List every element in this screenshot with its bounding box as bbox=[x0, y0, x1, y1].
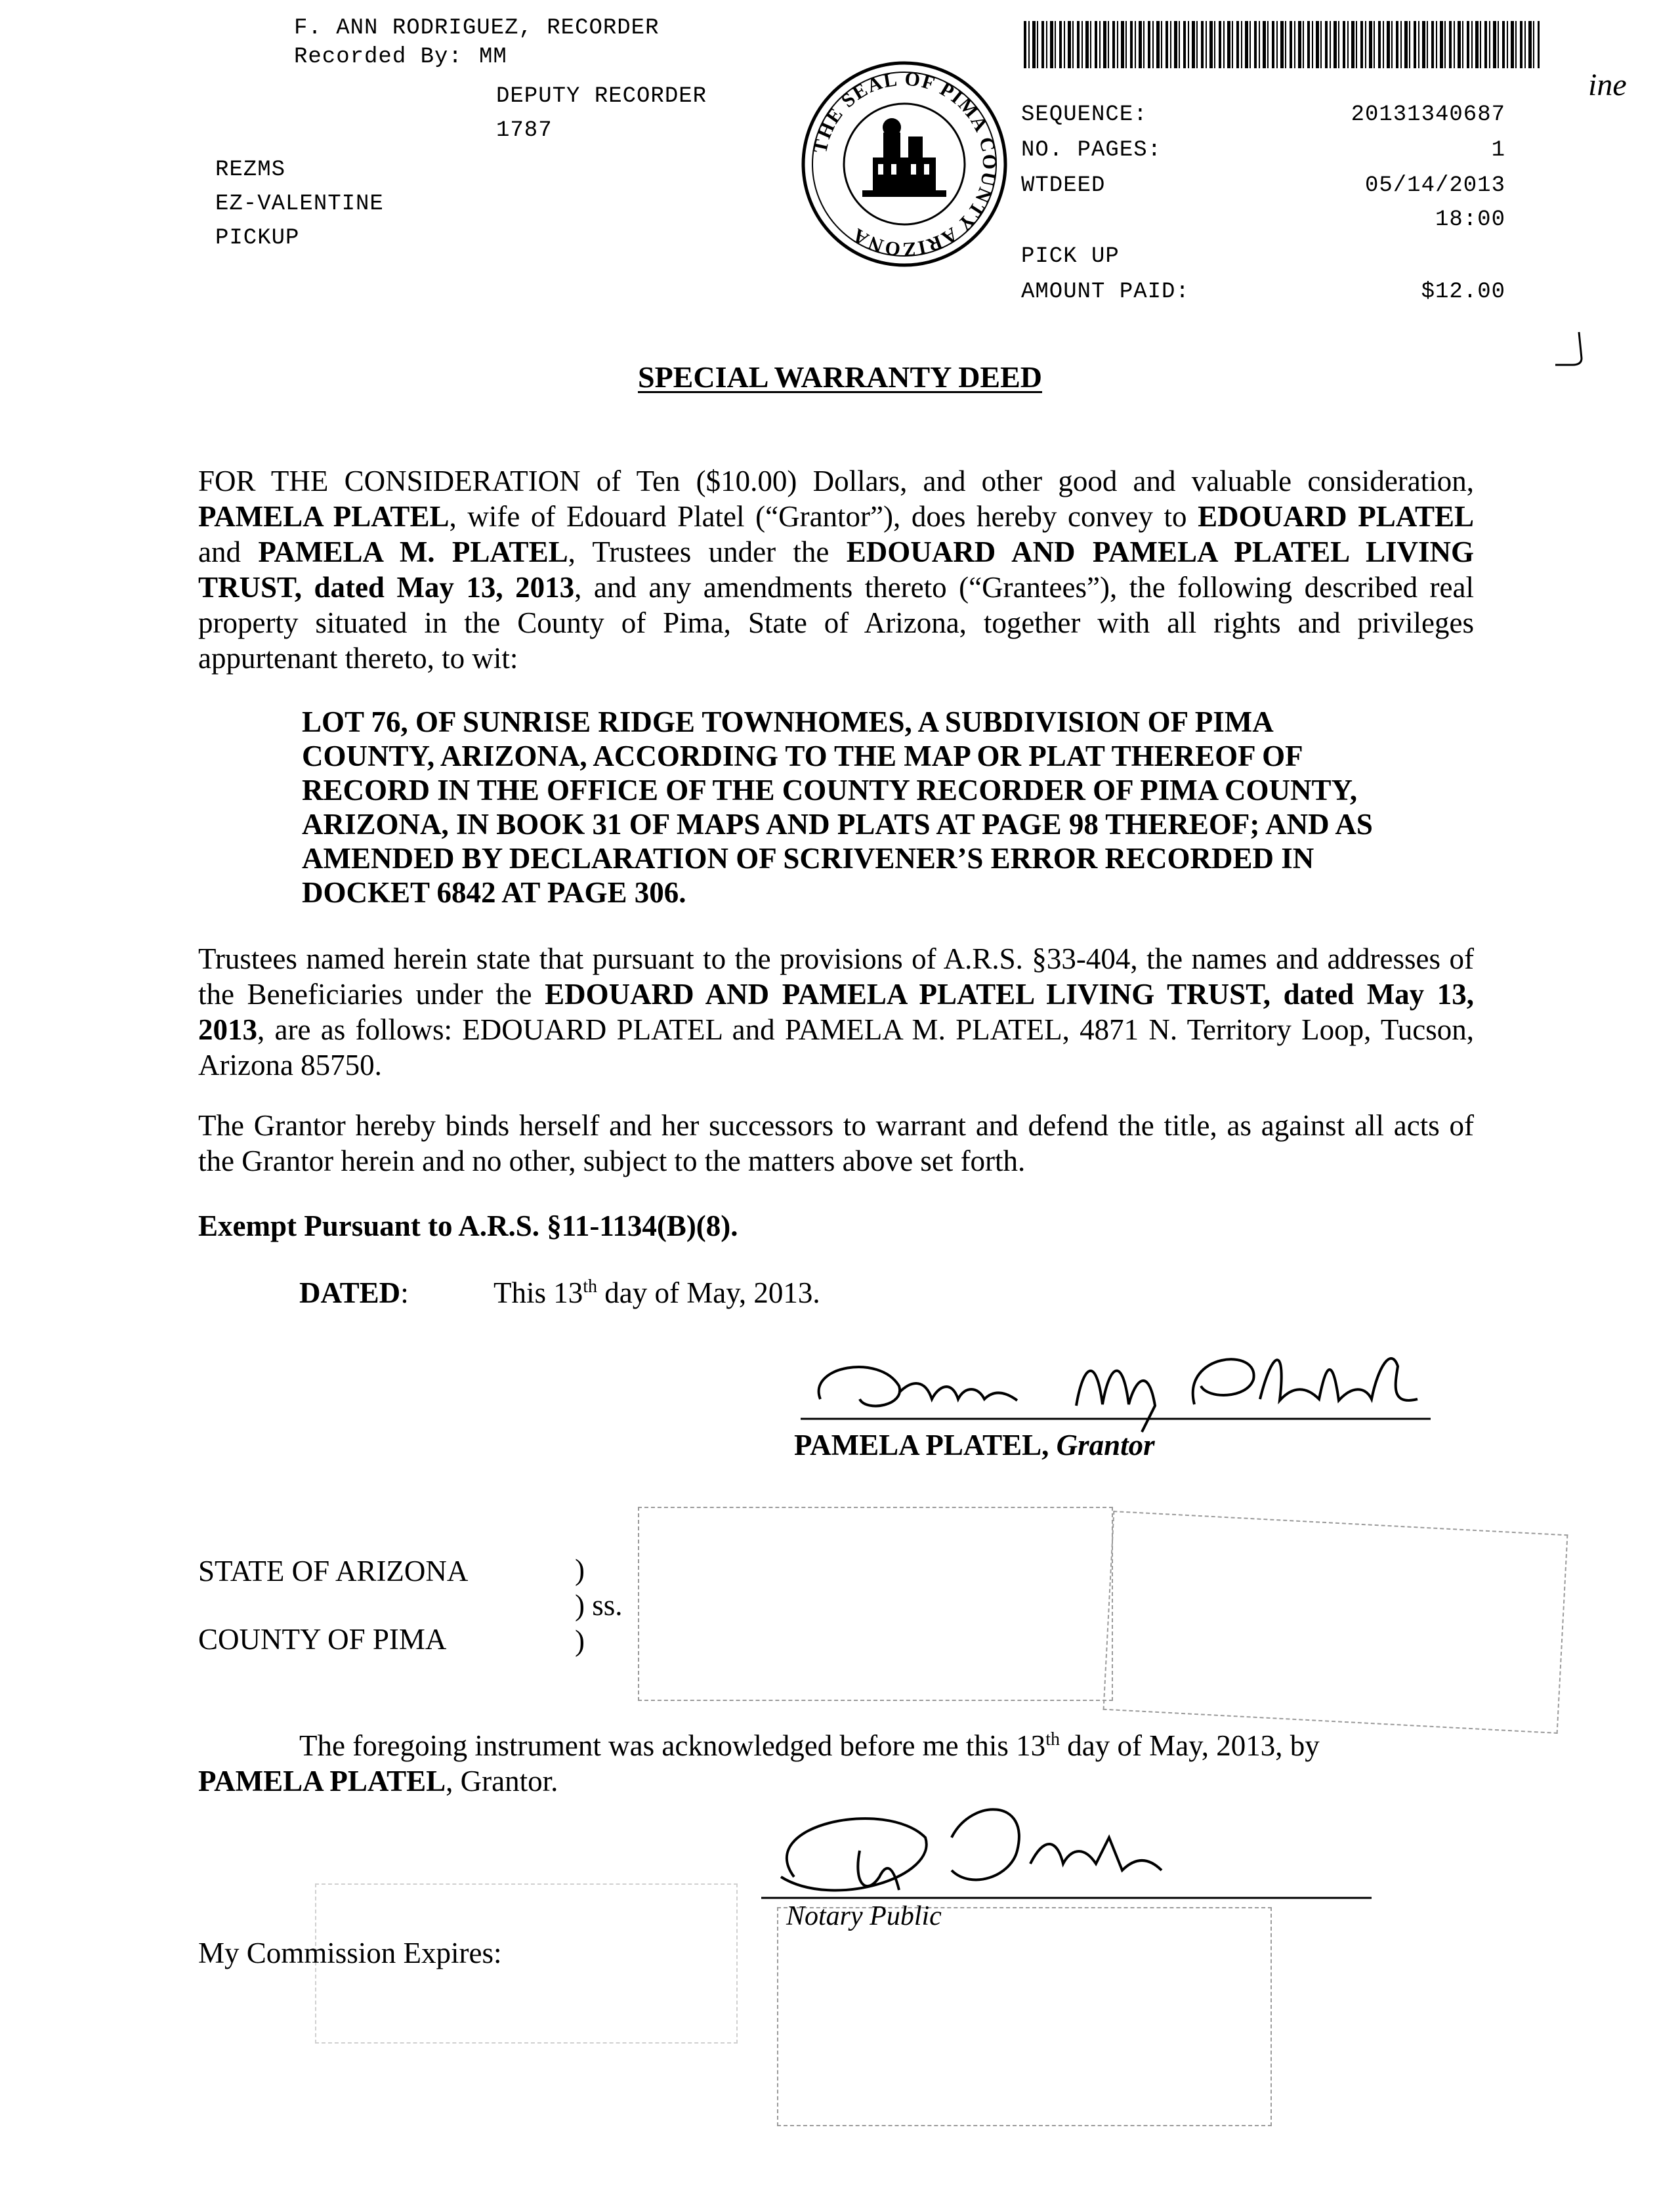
p1-c: , wife of Edouard Platel (“Grantor”), does hereby convey to bbox=[449, 500, 1198, 533]
amount-label: AMOUNT PAID: bbox=[1021, 280, 1190, 304]
deputy-number: 1787 bbox=[496, 118, 553, 143]
p1-grantee-1: EDOUARD PLATEL bbox=[1198, 500, 1474, 533]
code-line-1: REZMS bbox=[215, 158, 286, 182]
ack-text-b: day of May, 2013, by bbox=[1059, 1729, 1320, 1762]
margin-note: ine bbox=[1588, 68, 1627, 102]
beneficiaries-paragraph bbox=[198, 941, 1474, 1083]
dated-sup: th bbox=[583, 1276, 598, 1297]
grantor-signature bbox=[801, 1327, 1444, 1438]
sequence-value: 20131340687 bbox=[1351, 102, 1505, 127]
doc-type: WTDEED bbox=[1021, 173, 1106, 198]
ack-text-a: The foregoing instrument was acknowledged before me this 13 bbox=[299, 1729, 1046, 1762]
warranty-paragraph: The Grantor hereby binds herself and her successors to warrant and defend the title, as against all acts of the Grantor herein and no other, subject to the matters above set forth. bbox=[198, 1109, 1474, 1177]
p2-trust-name: EDOUARD AND PAMELA PLATEL LIVING TRUST, dated May 13, 2013 bbox=[198, 978, 1474, 1046]
record-time: 18:00 bbox=[1435, 207, 1505, 232]
pages-label: NO. PAGES: bbox=[1021, 138, 1162, 163]
grantor-signature-caption bbox=[794, 1428, 1155, 1462]
amount-value: $12.00 bbox=[1421, 280, 1505, 304]
acknowledgment-line-1 bbox=[299, 1729, 1320, 1763]
faded-notary-stamp-3 bbox=[777, 1907, 1272, 2126]
code-line-3: PICKUP bbox=[215, 226, 300, 251]
dated-colon: : bbox=[400, 1276, 409, 1309]
recorder-name: F. ANN RODRIGUEZ, RECORDER bbox=[294, 16, 660, 41]
p2-c: , are as follows: EDOUARD PLATEL and PAMELA M. PLATEL, 4871 N. Territory Loop, Tucson, Arizona 85750. bbox=[198, 1013, 1474, 1082]
acknowledgment-line-2 bbox=[198, 1764, 558, 1798]
recorded-by-label: Recorded By: bbox=[294, 45, 463, 70]
p1-i: , and any amendments thereto (“Grantees”), the following described real property situated in the County of Pima, State of Arizona, together with all rights and privileges appurtenant thereto, to wit: bbox=[198, 571, 1474, 675]
faded-notary-stamp-2 bbox=[1103, 1511, 1568, 1734]
grantor-role: Grantor bbox=[1056, 1429, 1155, 1461]
venue-paren-2: ) bbox=[575, 1624, 585, 1657]
barcode bbox=[1024, 21, 1540, 68]
ack-sup: th bbox=[1045, 1729, 1060, 1750]
pages-value: 1 bbox=[1491, 138, 1505, 163]
deputy-title: DEPUTY RECORDER bbox=[496, 84, 707, 109]
notary-public-label: Notary Public bbox=[786, 1901, 942, 1931]
ack-text-c: , Grantor. bbox=[446, 1765, 558, 1797]
dated-text-b: day of May, 2013. bbox=[597, 1276, 820, 1309]
dated-value bbox=[494, 1276, 820, 1310]
seal-icon bbox=[799, 59, 1009, 269]
grantor-name: PAMELA PLATEL, bbox=[794, 1429, 1049, 1461]
dated-label: DATED bbox=[299, 1276, 401, 1309]
p1-trust-name: EDOUARD AND PAMELA PLATEL LIVING TRUST, dated May 13, 2013 bbox=[198, 536, 1474, 604]
notary-signature bbox=[755, 1798, 1385, 1916]
ack-name: PAMELA PLATEL bbox=[198, 1765, 446, 1797]
p1-grantee-2: PAMELA M. PLATEL bbox=[258, 536, 568, 568]
venue-ss: ) ss. bbox=[575, 1589, 623, 1622]
p2-a: Trustees named herein state that pursuant to the provisions of A.R.S. §33-404, the names and addresses of the Beneficiaries under the bbox=[198, 942, 1474, 1011]
sequence-label: SEQUENCE: bbox=[1021, 102, 1148, 127]
venue-county: COUNTY OF PIMA bbox=[198, 1623, 447, 1656]
venue-paren-1: ) bbox=[575, 1553, 585, 1586]
p1-a: FOR THE CONSIDERATION of Ten ($10.00) Dollars, and other good and valuable consideration, bbox=[198, 465, 1474, 497]
commission-expires: My Commission Expires: bbox=[198, 1937, 502, 1969]
seal-text: THE SEAL OF PIMA COUNTY ARIZONA bbox=[809, 68, 1001, 261]
p1-grantor-name: PAMELA PLATEL bbox=[198, 500, 450, 533]
county-seal bbox=[799, 59, 1009, 269]
p1-e: and bbox=[198, 536, 259, 568]
venue-state: STATE OF ARIZONA bbox=[198, 1555, 469, 1587]
faded-notary-stamp-1 bbox=[638, 1507, 1113, 1701]
consideration-paragraph bbox=[198, 463, 1474, 676]
code-line-2: EZ-VALENTINE bbox=[215, 192, 384, 217]
recorded-by-value: MM bbox=[479, 45, 507, 70]
deed-title: SPECIAL WARRANTY DEED bbox=[637, 360, 1042, 394]
legal-description: LOT 76, OF SUNRISE RIDGE TOWNHOMES, A SUBDIVISION OF PIMA COUNTY, ARIZONA, ACCORDING TO THE MAP OR PLAT THEREOF OF RECORD IN THE OFFICE OF THE COUNTY RECORDER OF PIMA COUNTY, ARIZONA, IN BOOK 31 OF MAPS AND PLATS AT PAGE 98 THEREOF; AND AS AMENDED BY DECLARATION OF SCRIVENER’S ERROR RECORDED IN DOCKET 6842 AT PAGE 306. bbox=[302, 705, 1373, 909]
record-date: 05/14/2013 bbox=[1364, 173, 1505, 198]
dated-text-a: This 13 bbox=[494, 1276, 583, 1309]
pickup-label: PICK UP bbox=[1021, 244, 1120, 269]
exempt-statement: Exempt Pursuant to A.R.S. §11-1134(B)(8). bbox=[198, 1209, 738, 1242]
p1-g: , Trustees under the bbox=[568, 536, 847, 568]
dated-line bbox=[299, 1276, 409, 1310]
